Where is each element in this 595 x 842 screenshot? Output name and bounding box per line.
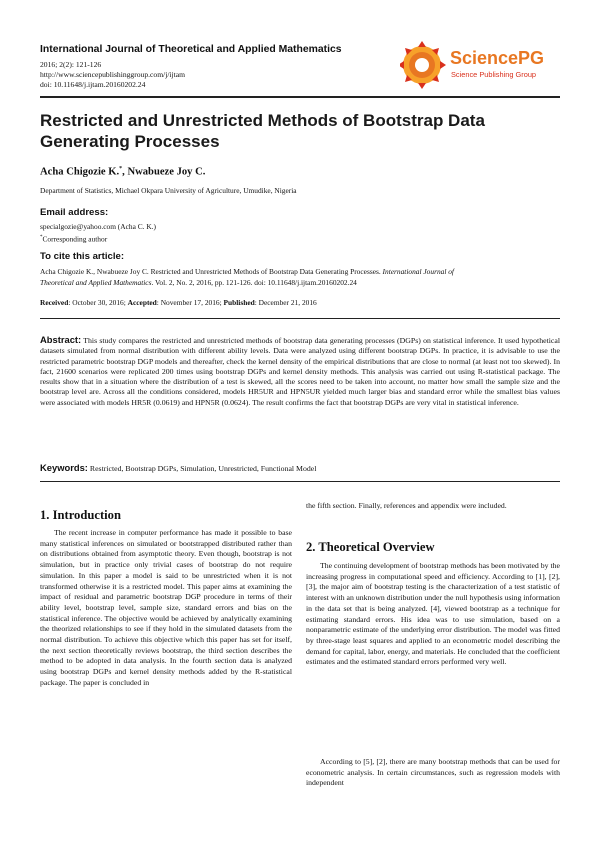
header-rule [40, 96, 560, 98]
section-2-paragraph-2: According to [5], [2], there are many bootstrap methods that can be used for econometric analysis. In certain circumstances, such as regression models with independent [306, 757, 560, 788]
section-1-paragraph-continued: the fifth section. Finally, references and appendix were included. [306, 501, 507, 510]
cite-text [40, 266, 560, 288]
author-1: Acha Chigozie K. [40, 166, 120, 178]
keywords-bottom-rule [40, 481, 560, 482]
keywords [40, 462, 316, 473]
author-1-mark: * [119, 166, 123, 172]
keywords-text: Restricted, Bootstrap DGPs, Simulation, Unrestricted, Functional Model [89, 464, 317, 473]
logo-wordmark: SciencePG [450, 48, 545, 68]
email-address[interactable]: specialgozie@yahoo.com (Acha C. K.) [40, 222, 156, 231]
section-1-heading: 1. Introduction [40, 508, 121, 522]
journal-title: International Journal of Theoretical and Applied Mathematics [40, 44, 342, 55]
section-2-heading: 2. Theoretical Overview [306, 540, 435, 554]
corresponding-mark: * [40, 235, 43, 240]
abstract-text: This study compares the restricted and unrestricted methods of bootstrap data generating processes (DGPs) on statistical inference. It used hypothetical datasets simulated from normal distribution with different ability levels. Data were analyzed using different bootstrap DGPs. In practice, it is advisable to use the restricted parametric bootstrap DGP models and thereafter, check the kernel density of the empirical distributions that are close to normal (at least not too skewed). In fact, 21600 scenarios were replicated 200 times using bootstrap DGPs and kernel density methods. This analysis was carried out using R-statistical package. The results show that in a situation where the distribution of a test is skewed, all the scores need to be taken into account, no matter how small the sample size and the bootstrap level are. Across all the conditions considered, models HR5UR and HPN5UR yielded much larger bias and standard error while the smallest bias values were associated with models HR5R (0.0619) and HPN5R (0.0624). The result confirms the fact that bootstrap DGPs are very vital in statistical inference. [40, 336, 561, 407]
journal-url[interactable]: http://www.sciencepublishinggroup.com/j/ijtam [40, 70, 186, 79]
article-dates [40, 298, 317, 307]
authors-line [40, 166, 205, 178]
affiliation: Department of Statistics, Michael Okpara University of Agriculture, Umudike, Nigeria [40, 186, 297, 195]
published-date: : December 21, 2016 [254, 298, 317, 307]
cite-heading: To cite this article: [40, 251, 125, 262]
article-title: Restricted and Unrestricted Methods of Bootstrap Data Generating Processes [40, 111, 485, 151]
logo-tagline: Science Publishing Group [451, 70, 537, 79]
sciencepg-logo-mark [400, 40, 560, 90]
author-2: , Nwabueze Joy C. [122, 166, 206, 178]
cite-line1-italic: International Journal of [382, 267, 454, 276]
abstract-top-rule [40, 318, 560, 319]
received-date: : October 30, 2016; [68, 298, 128, 307]
published-label: Published [223, 298, 255, 307]
section-2-paragraph-1: The continuing development of bootstrap methods has been motivated by the increasing progress in computational speed and efficiency. According to [1], [2], [3], the major aim of bootstrap testing is the characterization of a test statistic of interest with an unknown distribution under the null hypothesis using information in the data set that is being analyzed. [4], viewed bootstrap as a technique for estimating standard errors. His idea was to use simulation, based on a nonparametric estimate of the underlying error distribution. The model was fitted by three-stage least squares and applied to an econometric model describing the demand for capital, labor, energy, and materials. He concluded that the coefficient estimates and the estimated standard errors performed very well. [306, 561, 560, 667]
cite-line2-italic: Theoretical and Applied Mathematics [40, 278, 152, 287]
sciencepg-logo [400, 40, 560, 90]
journal-doi[interactable]: doi: 10.11648/j.ijtam.20160202.24 [40, 80, 146, 89]
abstract-label: Abstract: [40, 334, 82, 345]
received-label: Received [40, 298, 69, 307]
section-1-paragraph: The recent increase in computer performance has made it possible to base many statistical inferences on simulated or bootstrapped distributed rather than on distributions obtained from asymptotic theory. Even though, bootstrap is not simulation, but in practice only trivial cases of bootstrap do not require simulation. In this paper a model is said to be unrestricted when it is not transformed otherwise it is a restricted model. This paper aims at examining the impact of residual and parametric bootstrap DGP procedure in terms of their ability level, bootstrap level, sample size, standard errors and bias on the statistical inference. The objective would be achieved by analytically examining the theorized relationships to see if they hold in the simulated datasets from the normal distribution. To achieve this objective which this paper has set for itself, the next section theoretically reviews bootstrap, the third section describes the method to be adopted in data analysis. In the fourth section data is analyzed using bootstrap DGPs and kernel density methods added by the R-statistical package. The paper is concluded in [40, 528, 292, 687]
corresponding-author-note [40, 233, 107, 244]
cite-line1-plain: Acha Chigozie K., Nwabueze Joy C. Restricted and Unrestricted Methods of Bootstrap Data Generating Processes. [40, 267, 383, 276]
accepted-date: : November 17, 2016; [156, 298, 224, 307]
email-heading: Email address: [40, 207, 109, 218]
volume-line: 2016; 2(2): 121-126 [40, 60, 102, 69]
abstract [40, 335, 560, 408]
keywords-label: Keywords: [40, 462, 88, 473]
corresponding-text: Corresponding author [42, 234, 108, 244]
accepted-label: Accepted [127, 298, 157, 307]
cite-line2-plain: . Vol. 2, No. 2, 2016, pp. 121-126. doi: 10.11648/j.ijtam.20160202.24 [151, 278, 357, 287]
